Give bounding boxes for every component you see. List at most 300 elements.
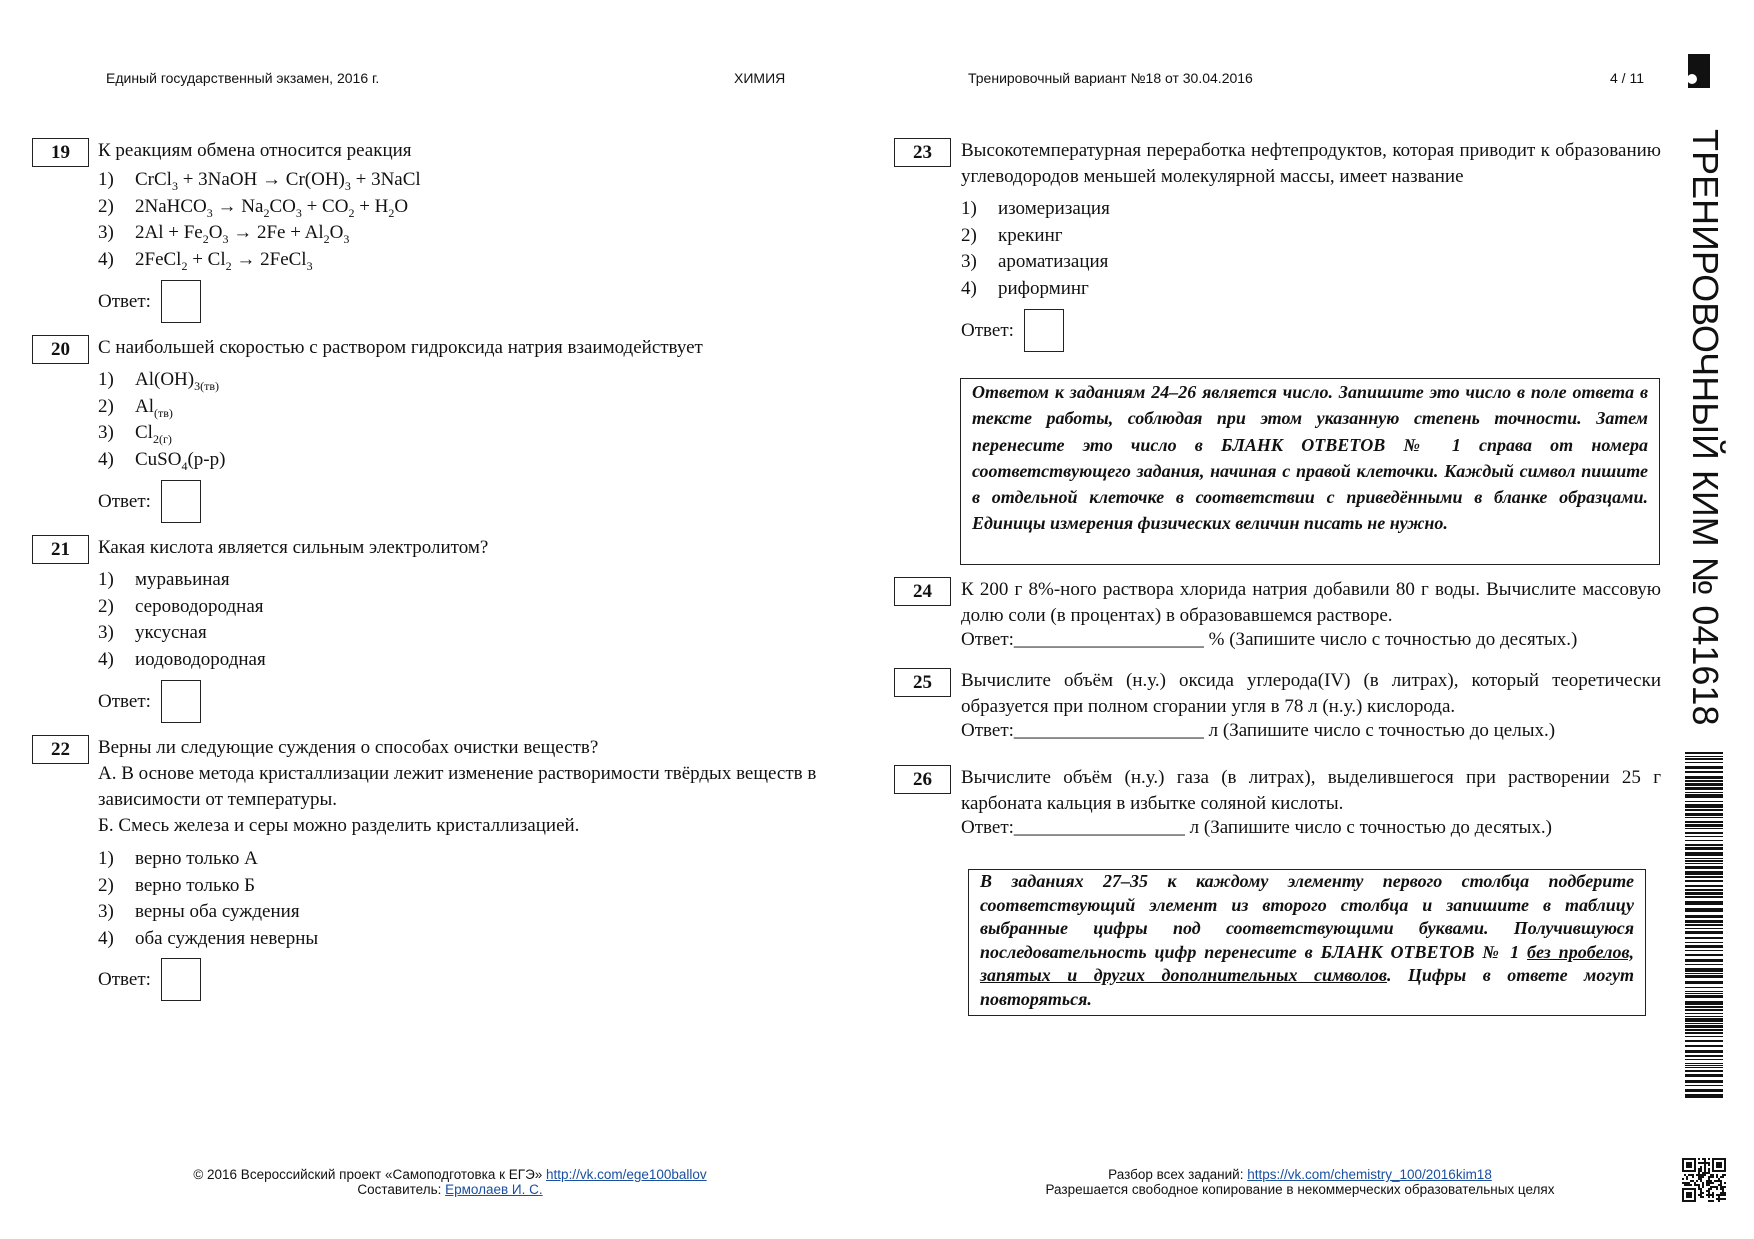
qr-cell <box>1700 1196 1702 1198</box>
author-link[interactable]: Ермолаев И. С. <box>445 1182 543 1197</box>
barcode-bar <box>1685 1063 1723 1064</box>
barcode-bar <box>1685 1089 1723 1092</box>
qr-cell <box>1694 1194 1696 1196</box>
qr-cell <box>1710 1188 1712 1190</box>
qr-cell <box>1718 1198 1720 1200</box>
qr-cell <box>1702 1174 1704 1176</box>
option[interactable]: 1) CrCl$_3$ + 3NaOH → $Cr(OH)_3$ + 3NaCl <box>98 169 421 193</box>
barcode-bar <box>1685 762 1723 763</box>
barcode-bar <box>1685 950 1723 951</box>
barcode-bar <box>1685 776 1723 779</box>
barcode-bar <box>1685 987 1723 988</box>
qr-cell <box>1690 1180 1692 1182</box>
qr-cell <box>1708 1192 1710 1194</box>
barcode <box>1685 752 1723 1100</box>
qr-cell <box>1722 1174 1724 1176</box>
qr-cell <box>1698 1186 1700 1188</box>
qr-cell <box>1700 1188 1702 1190</box>
answer-line-26[interactable]: Ответ:__________________ л (Запишите число с точностью до десятых.) <box>961 817 1553 838</box>
option[interactable]: 2) крекинг <box>961 224 1063 246</box>
barcode-bar <box>1685 876 1723 878</box>
qr-cell <box>1704 1172 1706 1174</box>
qr-cell <box>1686 1200 1688 1202</box>
header-subject: ХИМИЯ <box>734 70 786 86</box>
qr-cell <box>1706 1184 1708 1186</box>
qr-cell <box>1724 1158 1726 1160</box>
qr-cell <box>1684 1158 1686 1160</box>
qr-cell <box>1722 1186 1724 1188</box>
qr-cell <box>1682 1168 1684 1170</box>
qr-cell <box>1700 1178 1702 1180</box>
qr-cell <box>1694 1192 1696 1194</box>
qr-cell <box>1702 1162 1704 1164</box>
qr-cell <box>1698 1178 1700 1180</box>
barcode-bar <box>1685 954 1723 956</box>
qr-cell <box>1720 1198 1722 1200</box>
qr-cell <box>1688 1188 1690 1190</box>
barcode-bar <box>1685 889 1723 891</box>
barcode-bar <box>1685 1023 1723 1024</box>
qr-cell <box>1682 1192 1684 1194</box>
qr-cell <box>1718 1178 1720 1180</box>
qr-cell <box>1724 1192 1726 1194</box>
option[interactable]: 1) верно только А <box>98 848 258 869</box>
qr-cell <box>1698 1176 1700 1178</box>
qr-cell <box>1714 1186 1716 1188</box>
barcode-bar <box>1685 844 1723 846</box>
qr-cell <box>1694 1184 1696 1186</box>
barcode-bar <box>1685 1001 1723 1005</box>
qr-cell <box>1686 1164 1688 1166</box>
answer-box-22[interactable] <box>161 958 201 1001</box>
barcode-bar <box>1685 937 1723 939</box>
option[interactable]: 1) изомеризация <box>961 198 1110 219</box>
qr-cell <box>1694 1170 1696 1172</box>
qr-cell <box>1692 1174 1694 1176</box>
barcode-bar <box>1685 783 1723 786</box>
qr-cell <box>1682 1166 1684 1168</box>
qr-cell <box>1684 1200 1686 1202</box>
barcode-bar <box>1685 836 1723 837</box>
barcode-bar <box>1685 758 1723 760</box>
question-20-text: С наибольшей скоростью с раствором гидроксида натрия взаимодействует <box>98 337 703 358</box>
barcode-bar <box>1685 809 1723 811</box>
qr-cell <box>1706 1182 1708 1184</box>
qr-cell <box>1722 1190 1724 1192</box>
qr-cell <box>1688 1200 1690 1202</box>
qr-cell <box>1722 1194 1724 1196</box>
qr-cell <box>1698 1188 1700 1190</box>
answer-box-23[interactable] <box>1024 309 1064 352</box>
barcode-bar <box>1685 975 1723 978</box>
qr-cell <box>1700 1192 1702 1194</box>
qr-cell <box>1722 1158 1724 1160</box>
qr-cell <box>1718 1170 1720 1172</box>
barcode-bar <box>1685 1016 1723 1017</box>
qr-cell <box>1688 1184 1690 1186</box>
barcode-bar <box>1685 968 1723 972</box>
qr-cell <box>1712 1194 1714 1196</box>
barcode-bar <box>1685 1067 1723 1068</box>
qr-cell <box>1696 1174 1698 1176</box>
qr-cell <box>1690 1164 1692 1166</box>
answer-box-21[interactable] <box>161 680 201 723</box>
qr-cell <box>1716 1166 1718 1168</box>
qr-cell <box>1710 1176 1712 1178</box>
vk-project-link[interactable]: http://vk.com/ege100ballov <box>546 1167 707 1182</box>
qr-cell <box>1724 1162 1726 1164</box>
qr-cell <box>1704 1162 1706 1164</box>
qr-cell <box>1704 1170 1706 1172</box>
qr-cell <box>1688 1182 1690 1184</box>
qr-cell <box>1716 1194 1718 1196</box>
vertical-kim-label <box>1675 125 1735 725</box>
qr-cell <box>1690 1184 1692 1186</box>
barcode-bar <box>1685 1050 1723 1053</box>
barcode-bar <box>1685 804 1723 808</box>
qr-cell <box>1710 1174 1712 1176</box>
qr-cell <box>1710 1194 1712 1196</box>
qr-cell <box>1704 1164 1706 1166</box>
instruction-box-27-35: В заданиях 27–35 к каждому элементу первого столбца подберите соответствующий элемент из второго столбца и запишите в таблицу выбранные цифры под соответствующими буквами. Получившуюся последовательность цифр перенесите в БЛАНК ОТВЕТОВ № 1 без пробелов, запятых и других дополнительных символов. Цифры в ответе могут повторяться. <box>968 869 1646 1016</box>
qr-cell <box>1702 1184 1704 1186</box>
qr-cell <box>1718 1166 1720 1168</box>
qr-cell <box>1702 1182 1704 1184</box>
question-21-text: Какая кислота является сильным электролитом? <box>98 537 489 558</box>
question-19-text: К реакциям обмена относится реакция <box>98 140 412 161</box>
qr-cell <box>1694 1190 1696 1192</box>
barcode-bar <box>1685 787 1723 790</box>
barcode-bar <box>1685 920 1723 923</box>
qr-cell <box>1708 1184 1710 1186</box>
question-number-22: 22 <box>32 735 89 764</box>
barcode-bar <box>1685 771 1723 773</box>
question-number-23: 23 <box>894 138 951 167</box>
question-number-21: 21 <box>32 535 89 564</box>
qr-cell <box>1712 1200 1714 1202</box>
option[interactable]: 2) 2NaHCO$_3$ → $Na_2CO_3 + CO_2 + H_2O$ <box>98 195 409 220</box>
qr-cell <box>1716 1170 1718 1172</box>
qr-cell <box>1708 1180 1710 1182</box>
answer-line-25[interactable]: Ответ:____________________ л (Запишите число с точностью до целых.) <box>961 720 1556 741</box>
barcode-bar <box>1685 945 1723 948</box>
qr-cell <box>1698 1174 1700 1176</box>
qr-cell <box>1682 1200 1684 1202</box>
question-26-text: Вычислите объём (н.у.) газа (в литрах), выделившегося при растворении 25 г карбоната кальция в избытке соляной кислоты. <box>961 767 1661 814</box>
qr-cell <box>1690 1194 1692 1196</box>
qr-code <box>1682 1158 1726 1202</box>
barcode-bar <box>1685 901 1723 905</box>
qr-cell <box>1716 1188 1718 1190</box>
qr-cell <box>1708 1194 1710 1196</box>
barcode-bar <box>1685 871 1723 875</box>
qr-cell <box>1712 1176 1714 1178</box>
qr-cell <box>1694 1166 1696 1168</box>
qr-cell <box>1686 1188 1688 1190</box>
qr-cell <box>1698 1168 1700 1170</box>
option[interactable]: 2) сероводородная <box>98 595 264 617</box>
qr-cell <box>1686 1170 1688 1172</box>
barcode-bar <box>1685 821 1723 823</box>
qr-cell <box>1708 1170 1710 1172</box>
qr-cell <box>1694 1182 1696 1184</box>
statement-a: А. В основе метода кристаллизации лежит изменение растворимости твёрдых веществ в зависимости от температуры. <box>98 763 817 810</box>
question-22-text: Верны ли следующие суждения о способах очистки веществ? А. В основе метода кристаллизации лежит изменение растворимости твёрдых веществ в зависимости от температуры. Б. Смесь железа и серы можно разделить кристаллизацией. <box>98 735 818 839</box>
qr-cell <box>1718 1184 1720 1186</box>
qr-cell <box>1698 1184 1700 1186</box>
qr-cell <box>1694 1160 1696 1162</box>
barcode-bar <box>1685 1013 1723 1014</box>
qr-cell <box>1712 1182 1714 1184</box>
qr-cell <box>1696 1180 1698 1182</box>
qr-cell <box>1682 1158 1684 1160</box>
qr-cell <box>1700 1162 1702 1164</box>
option[interactable]: 1) $Al(OH)_{3(тв)}$ <box>98 369 220 393</box>
qr-cell <box>1684 1182 1686 1184</box>
question-number-24: 24 <box>894 577 951 606</box>
qr-cell <box>1704 1166 1706 1168</box>
question-number-19: 19 <box>32 138 89 167</box>
qr-cell <box>1706 1172 1708 1174</box>
qr-cell <box>1722 1176 1724 1178</box>
qr-cell <box>1694 1198 1696 1200</box>
qr-cell <box>1698 1172 1700 1174</box>
qr-cell <box>1682 1162 1684 1164</box>
statement-b: Б. Смесь железа и серы можно разделить кристаллизацией. <box>98 815 580 836</box>
barcode-bar <box>1685 959 1723 962</box>
option[interactable]: 1) муравьиная <box>98 569 230 590</box>
qr-cell <box>1712 1192 1714 1194</box>
qr-cell <box>1688 1166 1690 1168</box>
qr-cell <box>1718 1194 1720 1196</box>
qr-cell <box>1692 1180 1694 1182</box>
barcode-bar <box>1685 915 1723 918</box>
barcode-bar <box>1685 1025 1723 1028</box>
barcode-bar <box>1685 1059 1723 1060</box>
qr-cell <box>1686 1178 1688 1180</box>
qr-cell <box>1722 1192 1724 1194</box>
qr-cell <box>1706 1190 1708 1192</box>
qr-cell <box>1710 1180 1712 1182</box>
qr-cell <box>1702 1196 1704 1198</box>
question-number-20: 20 <box>32 335 89 364</box>
qr-cell <box>1694 1162 1696 1164</box>
qr-cell <box>1698 1170 1700 1172</box>
qr-cell <box>1706 1194 1708 1196</box>
qr-cell <box>1710 1200 1712 1202</box>
qr-cell <box>1708 1158 1710 1160</box>
qr-cell <box>1692 1158 1694 1160</box>
barcode-bar <box>1685 931 1723 934</box>
barcode-bar <box>1685 981 1723 984</box>
qr-cell <box>1682 1170 1684 1172</box>
qr-cell <box>1704 1174 1706 1176</box>
barcode-bar <box>1685 813 1723 816</box>
barcode-bar <box>1685 880 1723 882</box>
qr-cell <box>1702 1176 1704 1178</box>
qr-cell <box>1718 1200 1720 1202</box>
qr-cell <box>1708 1172 1710 1174</box>
instruction-box-24-26: Ответом к заданиям 24–26 является число. Запишите это число в поле ответа в тексте работы, соблюдая при этом указанную степень точности. Затем перенесите это число в БЛАНК ОТВЕТОВ № 1 справа от номера соответствующего задания, начиная с правой клеточки. Каждый символ пишите в отдельной клеточке в соответствии с приведёнными в бланке образцами. Единицы измерения физических величин писать не нужно. <box>960 378 1660 565</box>
question-20-options <box>98 367 225 473</box>
barcode-bar <box>1685 1055 1723 1057</box>
qr-cell <box>1688 1192 1690 1194</box>
qr-cell <box>1712 1164 1714 1166</box>
answer-line-24[interactable]: Ответ:____________________ % (Запишите число с точностью до десятых.) <box>961 629 1578 650</box>
qr-cell <box>1694 1200 1696 1202</box>
option[interactable]: 3) ароматизация <box>961 251 1109 272</box>
qr-cell <box>1686 1166 1688 1168</box>
qr-cell <box>1690 1188 1692 1190</box>
qr-cell <box>1716 1198 1718 1200</box>
qr-cell <box>1688 1170 1690 1172</box>
qr-cell <box>1714 1180 1716 1182</box>
qr-cell <box>1718 1162 1720 1164</box>
barcode-bar <box>1685 991 1723 992</box>
barcode-bar <box>1685 993 1723 994</box>
corner-mark <box>1688 54 1710 88</box>
qr-cell <box>1718 1164 1720 1166</box>
qr-cell <box>1690 1162 1692 1164</box>
barcode-bar <box>1685 792 1723 793</box>
qr-cell <box>1720 1182 1722 1184</box>
option[interactable]: 4) риформинг <box>961 277 1089 299</box>
qr-cell <box>1718 1180 1720 1182</box>
qr-cell <box>1720 1186 1722 1188</box>
qr-cell <box>1712 1186 1714 1188</box>
qr-cell <box>1710 1182 1712 1184</box>
qr-cell <box>1708 1164 1710 1166</box>
barcode-bar <box>1685 824 1723 827</box>
option[interactable]: 3) верны оба суждения <box>98 901 300 922</box>
qr-cell <box>1686 1162 1688 1164</box>
option[interactable]: 3) $2Al + Fe_2O_3 \to 2Fe + Al_2O_3$ <box>98 222 350 246</box>
qr-cell <box>1690 1200 1692 1202</box>
qr-cell <box>1696 1184 1698 1186</box>
qr-cell <box>1710 1186 1712 1188</box>
qr-cell <box>1714 1170 1716 1172</box>
barcode-bar <box>1685 1045 1723 1047</box>
solutions-link[interactable]: https://vk.com/chemistry_100/2016kim18 <box>1247 1167 1492 1182</box>
question-24-text: К 200 г 8%-ного раствора хлорида натрия добавили 80 г воды. Вычислите массовую долю соли (в процентах) в образовавшемся растворе. <box>961 579 1661 626</box>
qr-cell <box>1692 1200 1694 1202</box>
answer-23: Ответ: <box>961 309 1064 352</box>
qr-cell <box>1682 1164 1684 1166</box>
qr-cell <box>1720 1158 1722 1160</box>
barcode-bar <box>1685 801 1723 802</box>
qr-cell <box>1720 1166 1722 1168</box>
answer-box-20[interactable] <box>161 480 201 523</box>
barcode-bar <box>1685 794 1723 798</box>
barcode-bar <box>1685 1070 1723 1072</box>
qr-cell <box>1704 1168 1706 1170</box>
answer-box-19[interactable] <box>161 280 201 323</box>
answer-20: Ответ: <box>98 480 201 523</box>
qr-cell <box>1686 1196 1688 1198</box>
qr-cell <box>1720 1164 1722 1166</box>
qr-cell <box>1714 1158 1716 1160</box>
qr-cell <box>1712 1162 1714 1164</box>
qr-cell <box>1712 1166 1714 1168</box>
vertical-kim-text: ТРЕНИРОВОЧНЫЙ КИМ № 041618 <box>1685 129 1726 725</box>
qr-cell <box>1706 1162 1708 1164</box>
qr-cell <box>1690 1174 1692 1176</box>
qr-cell <box>1708 1168 1710 1170</box>
qr-cell <box>1682 1160 1684 1162</box>
option[interactable]: 4) 2FeCl$_2$ + $Cl_2$ → 2FeCl$_3$ <box>98 248 313 273</box>
question-19-options <box>98 167 421 273</box>
option[interactable]: 2) $Al_{(тв)}$ <box>98 395 173 420</box>
qr-cell <box>1720 1170 1722 1172</box>
qr-cell <box>1698 1162 1700 1164</box>
barcode-bar <box>1685 1065 1723 1066</box>
qr-cell <box>1720 1194 1722 1196</box>
qr-cell <box>1716 1158 1718 1160</box>
qr-cell <box>1702 1158 1704 1160</box>
qr-cell <box>1688 1194 1690 1196</box>
option[interactable]: 3) $Cl_{2(г)}$ <box>98 422 172 446</box>
qr-cell <box>1700 1176 1702 1178</box>
option[interactable]: 3) уксусная <box>98 622 207 643</box>
option[interactable]: 4) CuSO$_4$(р-р) <box>98 448 226 473</box>
qr-cell <box>1688 1174 1690 1176</box>
qr-cell <box>1712 1158 1714 1160</box>
barcode-bar <box>1685 780 1723 782</box>
qr-cell <box>1688 1162 1690 1164</box>
qr-cell <box>1700 1170 1702 1172</box>
qr-cell <box>1724 1166 1726 1168</box>
qr-cell <box>1686 1182 1688 1184</box>
qr-cell <box>1686 1192 1688 1194</box>
qr-cell <box>1684 1174 1686 1176</box>
header-exam: Единый государственный экзамен, 2016 г. <box>106 70 380 86</box>
option[interactable]: 4) иодоводородная <box>98 648 266 670</box>
qr-cell <box>1688 1196 1690 1198</box>
qr-cell <box>1694 1168 1696 1170</box>
qr-cell <box>1702 1172 1704 1174</box>
qr-cell <box>1720 1162 1722 1164</box>
qr-cell <box>1694 1164 1696 1166</box>
qr-cell <box>1708 1178 1710 1180</box>
qr-cell <box>1682 1194 1684 1196</box>
barcode-bar <box>1685 1040 1723 1042</box>
qr-cell <box>1722 1188 1724 1190</box>
barcode-bar <box>1685 832 1723 834</box>
barcode-bar <box>1685 1074 1723 1077</box>
qr-cell <box>1712 1170 1714 1172</box>
question-25-text: Вычислите объём (н.у.) оксида углерода(IV) (в литрах), который теоретически образуется при полном сгорании угля в 78 л (н.у.) кислорода. <box>961 670 1661 717</box>
qr-cell <box>1698 1194 1700 1196</box>
qr-cell <box>1706 1180 1708 1182</box>
qr-cell <box>1686 1158 1688 1160</box>
qr-cell <box>1684 1184 1686 1186</box>
qr-cell <box>1694 1196 1696 1198</box>
qr-cell <box>1682 1188 1684 1190</box>
qr-cell <box>1708 1200 1710 1202</box>
option[interactable]: 2) верно только Б <box>98 874 256 896</box>
barcode-bar <box>1685 1080 1723 1083</box>
qr-cell <box>1702 1186 1704 1188</box>
qr-cell <box>1708 1162 1710 1164</box>
header-variant: Тренировочный вариант №18 от 30.04.2016 <box>968 70 1253 86</box>
qr-cell <box>1720 1188 1722 1190</box>
qr-cell <box>1682 1198 1684 1200</box>
footer-right: Разбор всех заданий: https://vk.com/chemistry_100/2016kim18 Разрешается свободное копирование в некоммерческих образовательных целях <box>1045 1167 1555 1197</box>
qr-cell <box>1720 1184 1722 1186</box>
barcode-bar <box>1685 1018 1723 1022</box>
option[interactable]: 4) оба суждения неверны <box>98 927 319 949</box>
qr-cell <box>1716 1186 1718 1188</box>
